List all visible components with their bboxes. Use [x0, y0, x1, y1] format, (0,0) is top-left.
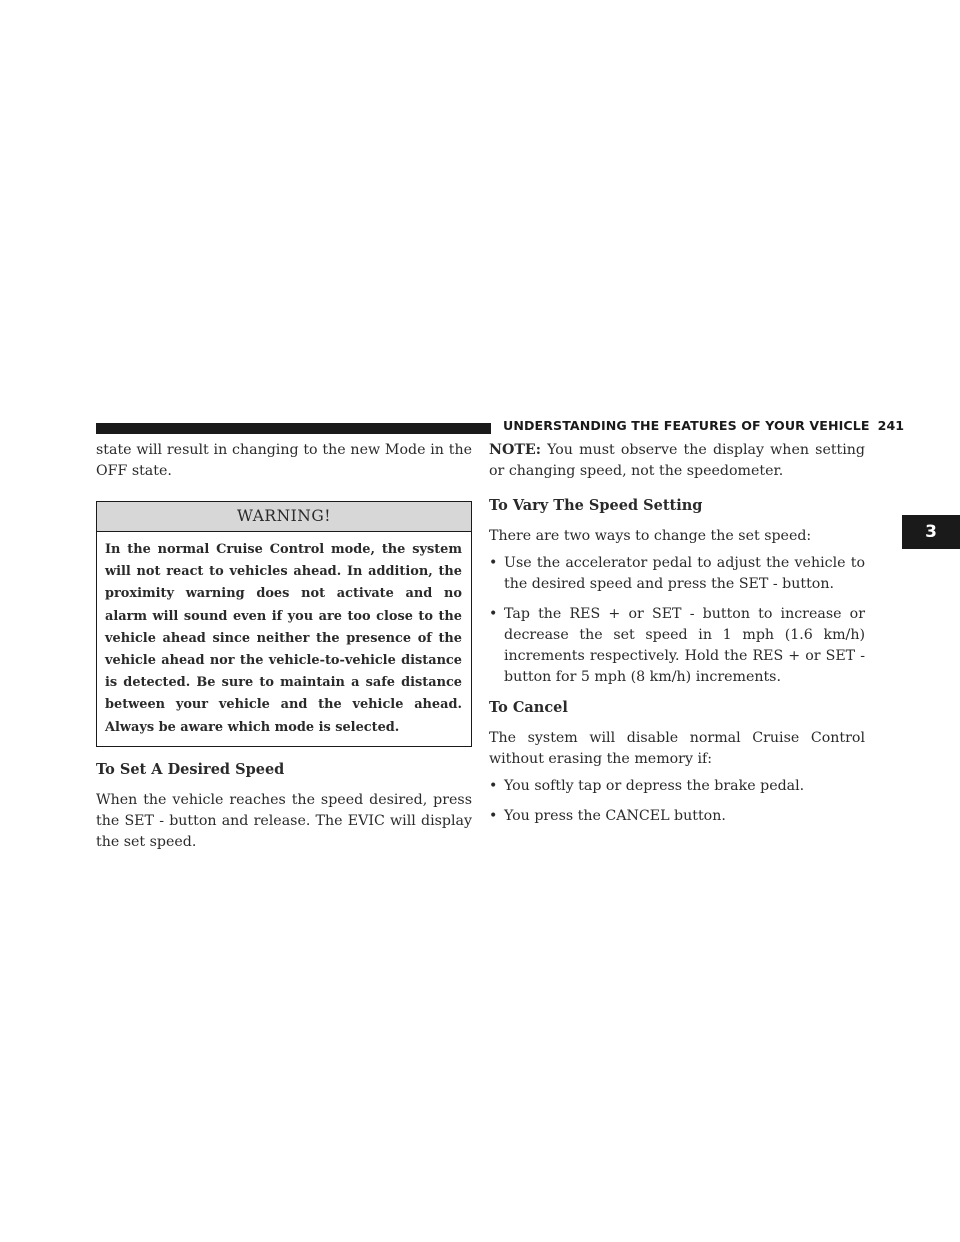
cancel-intro: The system will disable normal Cruise Control without erasing the memory if:: [489, 730, 865, 767]
list-item: • Use the accelerator pedal to adjust the vehicle to the desired speed and press the SET - button.: [489, 555, 865, 592]
bullet-icon: •: [489, 555, 498, 571]
vary-list: [489, 553, 865, 688]
cancel-list: [489, 776, 865, 827]
warning-box: [96, 501, 472, 747]
cancel-heading: To Cancel: [489, 699, 568, 716]
bullet-icon: •: [489, 808, 498, 824]
list-item: • Tap the RES + or SET - button to increase or decrease the set speed in 1 mph (1.6 km/h) increments respectively. Hold the RES + or SET - button for 5 mph (8 km/h) increments.: [489, 606, 865, 685]
warning-text: In the normal Cruise Control mode, the system will not react to vehicles ahead. In addition, the proximity warning does not activate and no alarm will sound even if you are too close to the vehicle ahead since neither the presence of the vehicle ahead nor the vehicle-to-vehicle distance is detected. Be sure to maintain a safe distance between your vehicle and the vehicle ahead. Always be aware which mode is selected.: [105, 542, 462, 735]
set-speed-paragraph: When the vehicle reaches the speed desired, press the SET - button and release. The EVIC will display the set speed.: [96, 791, 472, 850]
set-speed-heading: To Set A Desired Speed: [96, 760, 285, 778]
bullet-icon: •: [489, 778, 498, 794]
intro-paragraph: state will result in changing to the new Mode in the OFF state.: [96, 442, 472, 479]
vary-speed-heading: To Vary The Speed Setting: [489, 497, 703, 514]
header-rule: [96, 423, 491, 434]
vary-intro: There are two ways to change the set speed:: [489, 528, 812, 544]
warning-title: WARNING!: [97, 502, 471, 532]
note-text: You must observe the display when setting or changing speed, not the speedometer.: [489, 442, 865, 479]
list-item: • You press the CANCEL button.: [489, 806, 865, 827]
page-number: 241: [877, 418, 905, 433]
bullet-icon: •: [489, 606, 498, 622]
section-title: UNDERSTANDING THE FEATURES OF YOUR VEHICLE: [503, 418, 870, 433]
left-column: [96, 440, 472, 853]
running-header: [503, 418, 904, 433]
note-label: NOTE:: [489, 442, 541, 458]
list-item: • You softly tap or depress the brake pedal.: [489, 776, 865, 797]
note-paragraph: [489, 440, 865, 482]
chapter-tab: 3: [902, 515, 960, 549]
right-column: [489, 440, 865, 836]
